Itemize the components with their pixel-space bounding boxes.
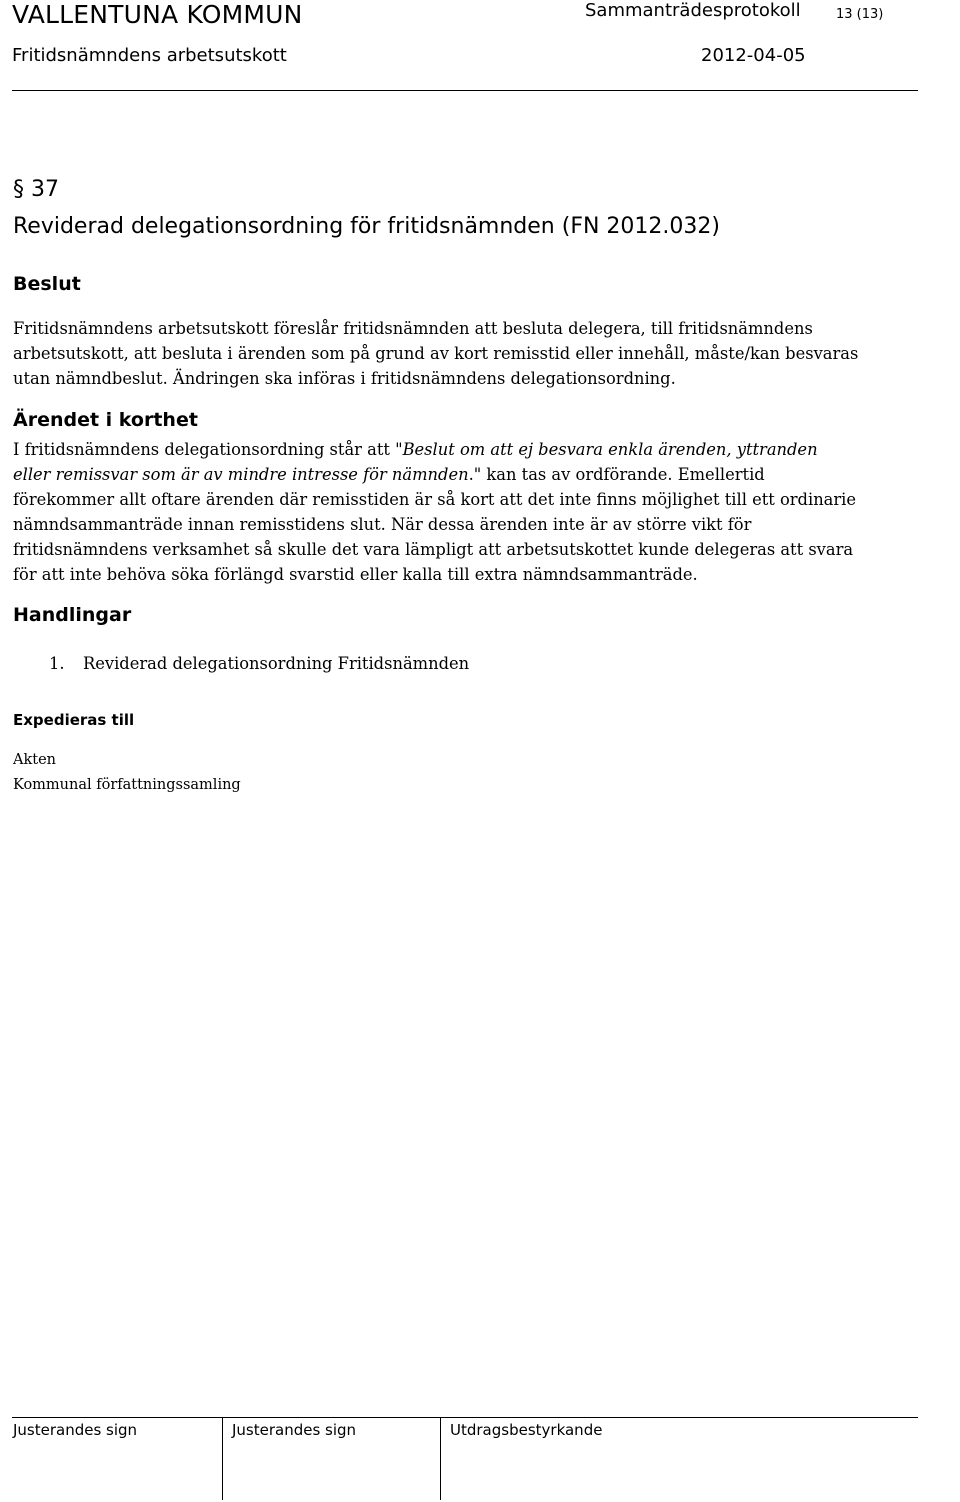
korthet-text [13,437,948,587]
korthet-line1-pre: I fritidsnämndens delegationsordning står att " [13,440,403,459]
expedieras-heading: Expedieras till [13,711,135,729]
beslut-line: arbetsutskott, att besluta i ärenden som på grund av kort remisstid eller innehåll, måste/kan besvaras [13,344,859,363]
recipient: Akten [13,752,57,768]
list-item-number: 1. [49,654,65,673]
beslut-text [13,316,948,391]
signature-cell-certification [440,1418,918,1500]
korthet-line: nämndsammanträde innan remisstidens slut. När dessa ärenden inte är av större vikt för [13,515,752,534]
list-item-text: Reviderad delegationsordning Fritidsnämnden [83,654,470,673]
korthet-line: för att inte behöva söka förlängd svarstid eller kalla till extra nämndsammanträde. [13,565,698,584]
quote-italic: eller remissvar som är av mindre intresse för nämnden [13,465,469,484]
signature-table [12,1417,918,1500]
recipient: Kommunal författningssamling [13,777,241,793]
korthet-line2-post: ." kan tas av ordförande. Emellertid [468,465,765,484]
meeting-date: 2012-04-05 [701,45,806,66]
beslut-heading: Beslut [13,273,81,295]
organization-name: VALLENTUNA KOMMUN [12,0,303,29]
recipients-list [13,748,241,798]
signature-label: Utdragsbestyrkande [450,1421,603,1439]
korthet-line [13,437,948,462]
signature-cell-adjuster-1 [12,1418,223,1500]
page-number: 13 (13) [836,7,884,22]
document-type: Sammanträdesprotokoll [585,0,801,21]
signature-cell-adjuster-2 [222,1418,441,1500]
case-title: Reviderad delegationsordning för fritidsnämnden (FN 2012.032) [13,214,720,239]
signature-label: Justerandes sign [13,1421,138,1439]
paragraph-number: § 37 [13,177,59,202]
korthet-line: förekommer allt oftare ärenden där remisstiden är så kort att det inte finns möjlighet till ett ordinarie [13,490,857,509]
beslut-line: Fritidsnämndens arbetsutskott föreslår fritidsnämnden att besluta delegera, till fritidsnämndens [13,319,813,338]
korthet-line [13,462,948,487]
korthet-heading: Ärendet i korthet [13,409,198,431]
korthet-line: fritidsnämndens verksamhet så skulle det vara lämpligt att arbetsutskottet kunde delegeras att svara [13,540,854,559]
committee-name: Fritidsnämndens arbetsutskott [12,45,287,66]
beslut-line: utan nämndbeslut. Ändringen ska införas i fritidsnämndens delegationsordning. [13,369,676,388]
signature-label: Justerandes sign [232,1421,357,1439]
header-divider [12,90,918,91]
handlingar-heading: Handlingar [13,604,132,626]
list-item [49,654,469,673]
quote-italic: Beslut om att ej besvara enkla ärenden, yttranden [402,440,818,459]
